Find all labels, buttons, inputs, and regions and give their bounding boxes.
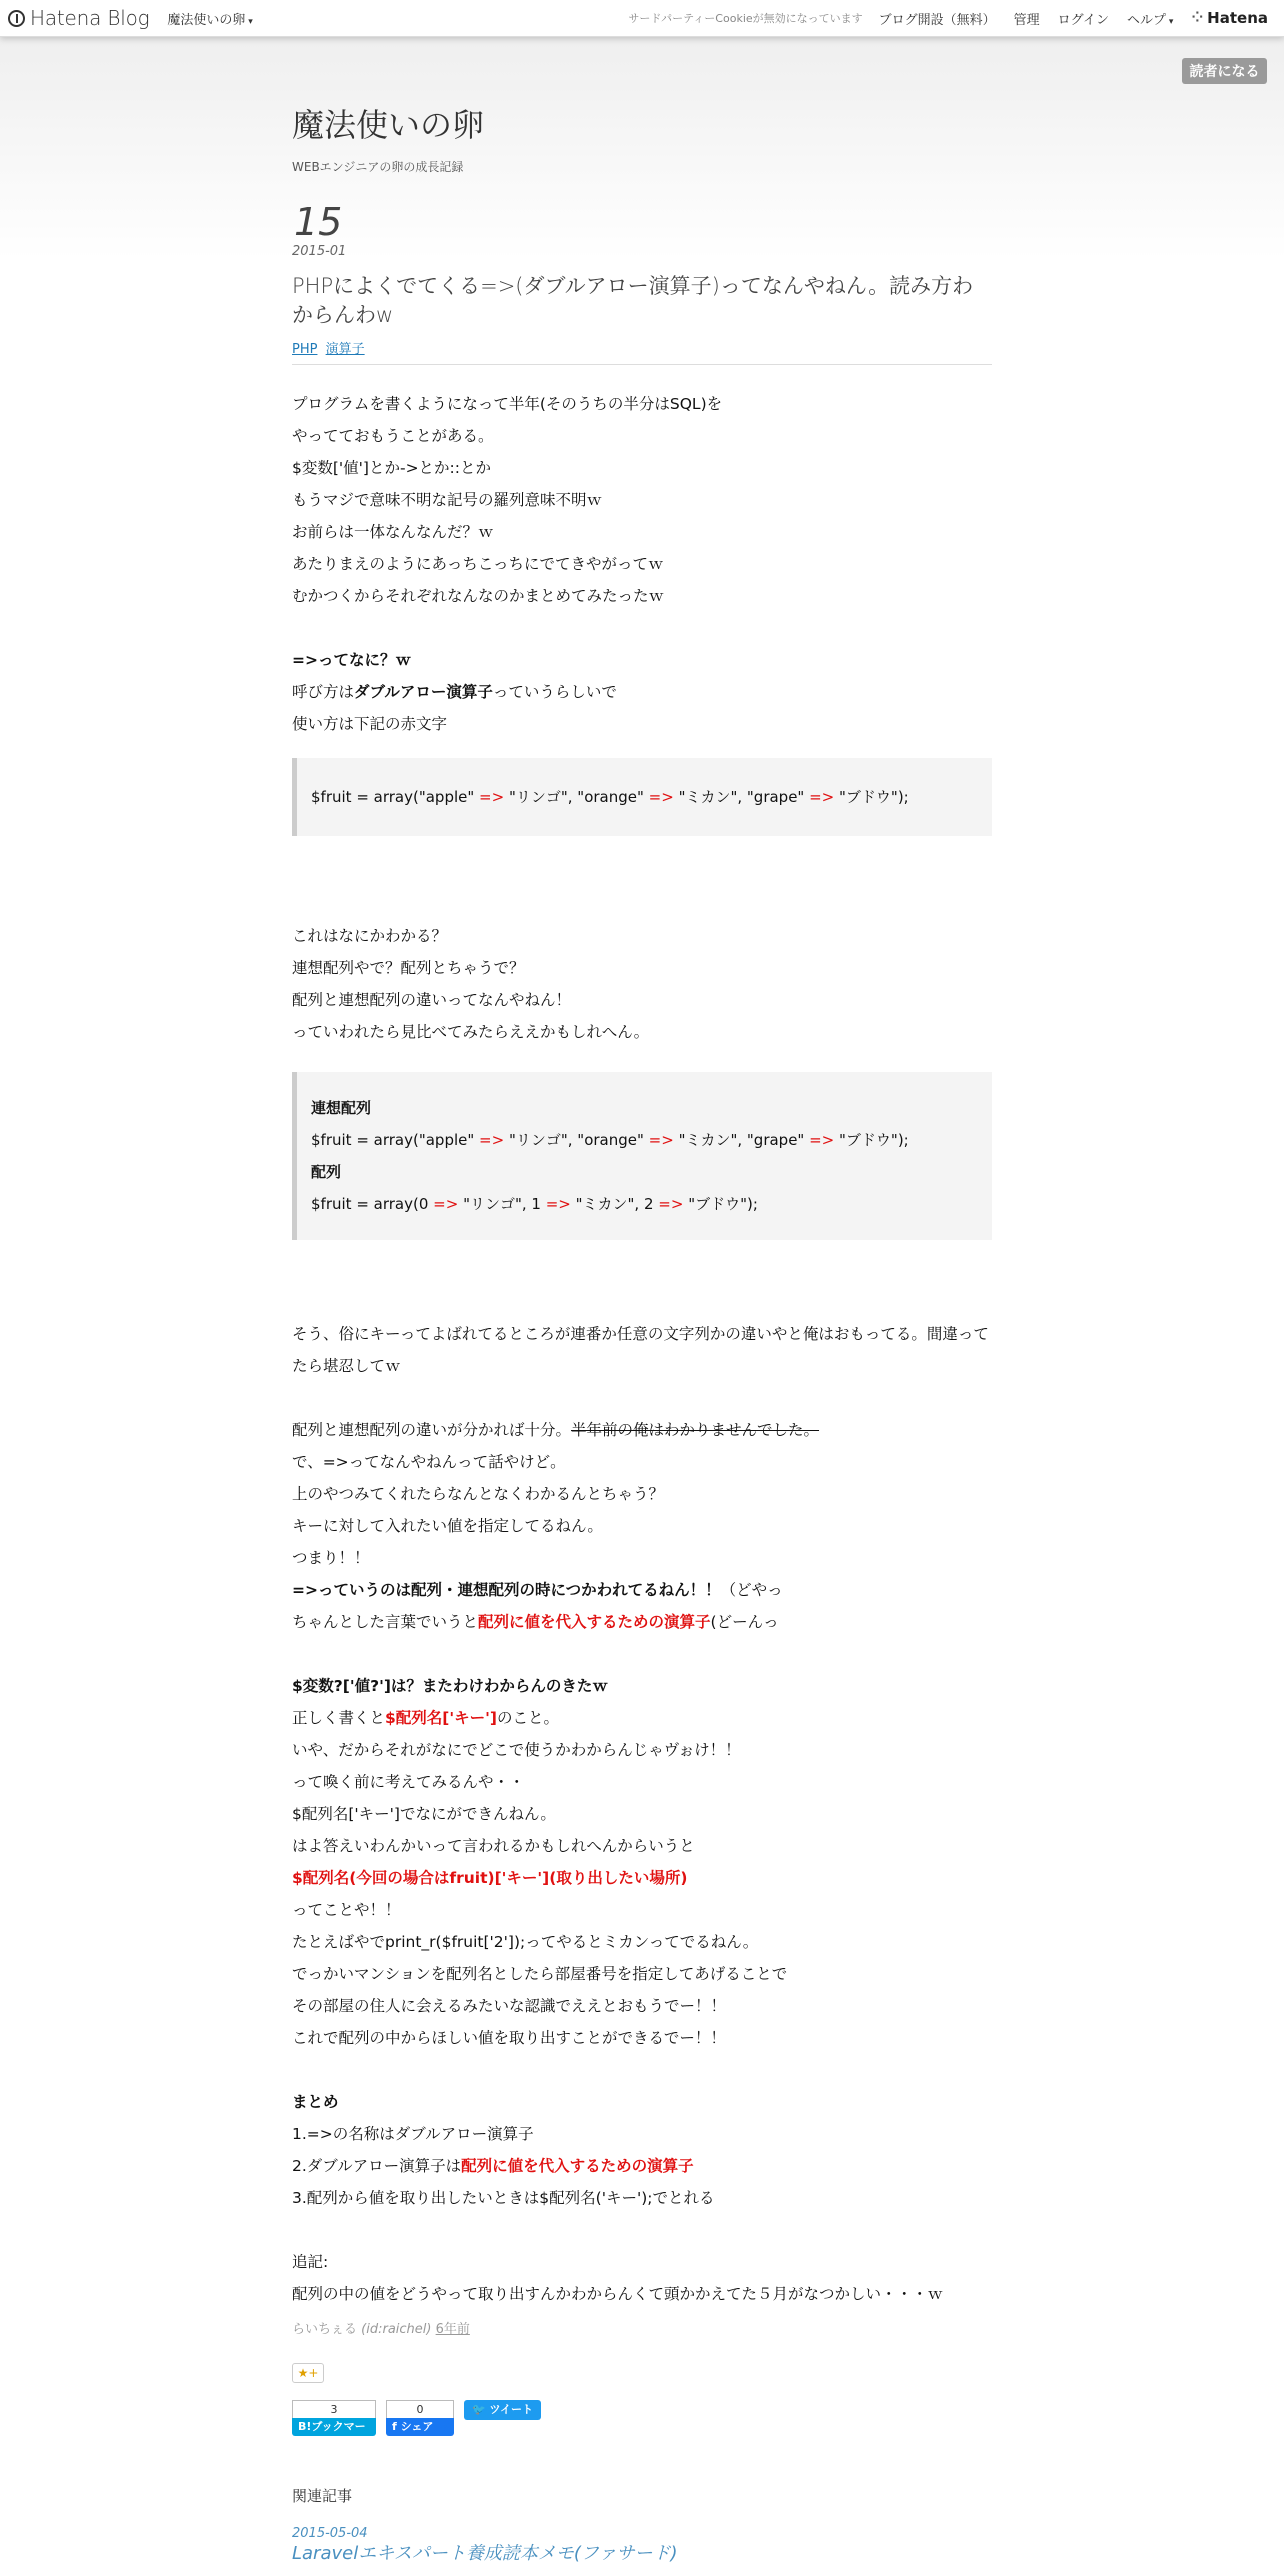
bookmark-count: 3 <box>292 2400 376 2418</box>
hatena-brand-link[interactable] <box>1191 9 1268 27</box>
entry-date-day[interactable]: 15 <box>294 200 343 244</box>
body-line: でっかいマンションを配列名としたら部屋番号を指定してあげることで <box>292 1965 788 1983</box>
code-line: $fruit = array("apple" => "リンゴ", "orange" => "ミカン", "grape" => "ブドウ"); <box>311 788 909 806</box>
header-right <box>628 0 1284 36</box>
blog-header <box>292 100 992 175</box>
body-line: これはなにかわかる？ <box>292 927 448 945</box>
code-heading-array: 配列 <box>311 1163 342 1181</box>
hatena-dots-icon: ⁘ <box>1191 10 1204 26</box>
body-line-highlight: $配列名(今回の場合はfruit)['キー'](取り出したい場所) <box>292 1869 688 1887</box>
body-line: つまり！！ <box>292 1549 370 1567</box>
title-divider <box>292 364 992 365</box>
blog-switch-menu[interactable]: 魔法使いの卵 ▾ <box>167 9 252 28</box>
blog-title[interactable]: 魔法使いの卵 <box>292 106 485 144</box>
logo-text: Hatena Blog <box>30 6 150 30</box>
body-line: 上のやつみてくれたらなんとなくわかるんとちゃう？ <box>292 1485 665 1503</box>
body-line: 3.配列から値を取り出したいときは$配列名('キー');でとれる <box>292 2189 715 2207</box>
body-line: これで配列の中からほしい値を取り出すことができるでー！！ <box>292 2029 726 2047</box>
tweet-label: ツイート <box>489 2403 533 2416</box>
author-name[interactable]: らいちぇる <box>292 2322 358 2337</box>
login-link[interactable]: ログイン <box>1057 12 1110 28</box>
body-line: やってておもうことがある。 <box>292 427 494 445</box>
related-entries-heading: 関連記事 <box>292 2487 353 2505</box>
body-line: いや、だからそれがなにでどこで使うかわからんじゃヴぉけ！！ <box>292 1741 741 1759</box>
body-line: で、=>ってなんやねんって話やけど。 <box>292 1453 566 1471</box>
body-line: ちゃんとした言葉でいうと配列に値を代入するための演算子(どーんっ <box>292 1613 779 1631</box>
category-php[interactable]: PHP <box>292 342 318 357</box>
open-blog-link[interactable]: ブログ開設（無料） <box>878 12 996 28</box>
body-line: お前らは一体なんなんだ？ｗ <box>292 523 494 541</box>
add-star-button[interactable]: ★+ <box>292 2363 324 2383</box>
code-block-compare <box>292 1072 992 1240</box>
bookmark-button[interactable]: B!ブックマーク <box>292 2418 376 2436</box>
body-line: キーに対して入れたい値を指定してるねん。 <box>292 1517 603 1535</box>
body-line: その部屋の住人に会えるみたいな認識でええとおもうでー！！ <box>292 1997 727 2015</box>
body-line: プログラムを書くようになって半年(そのうちの半分はSQL)を <box>292 395 723 413</box>
entry-date-year-month[interactable]: 2015-01 <box>292 244 347 259</box>
body-line: $配列名['キー']でなにができんねん。 <box>292 1805 556 1823</box>
body-line: 配列と連想配列の違いってなんやねん！ <box>292 991 572 1009</box>
facebook-count: 0 <box>386 2400 454 2418</box>
body-line: あたりまえのようにあっちこっちにでてきやがってｗ <box>292 555 664 573</box>
admin-link[interactable]: 管理 <box>1013 12 1040 28</box>
related-entry-title[interactable]: Laravelエキスパート養成読本メモ(ファサード) <box>292 2543 678 2564</box>
code-line: $fruit = array(0 => "リンゴ", 1 => "ミカン", 2 => "ブドウ"); <box>311 1195 758 1213</box>
body-line: むかつくからそれぞれなんなのかまとめてみたったｗ <box>292 587 665 605</box>
entry-body <box>292 388 992 2566</box>
body-line: 配列の中の値をどうやって取り出すんかわからんくて頭かかえてた５月がなつかしい・・・ｗ <box>292 2285 944 2303</box>
blog-description: WEBエンジニアの卵の成長記録 <box>292 160 464 174</box>
section-heading-arrow: =>ってなに？ｗ <box>292 651 411 669</box>
global-header <box>0 0 1284 37</box>
hatena-logo-icon <box>8 10 25 27</box>
author-id[interactable]: (id:raichel) <box>361 2322 432 2337</box>
entry-title[interactable]: PHPによくでてくる=>(ダブルアロー演算子)ってなんやねん。読み方わからんわw <box>292 274 974 327</box>
cookie-notice: サードパーティーCookieが無効になっています <box>628 12 863 25</box>
hatena-brand-text: Hatena <box>1207 9 1268 27</box>
body-line: ってことや！！ <box>292 1901 401 1919</box>
body-line: $変数['値']とか->とか::とか <box>292 459 492 477</box>
hatena-blog-logo[interactable] <box>8 6 149 30</box>
body-line: そう、俗にキーってよばれてるところが連番か任意の文字列かの違いやと俺はおもってる。間違ってたら堪忍してｗ <box>292 1325 989 1375</box>
entry-categories <box>292 338 369 357</box>
body-line: 正しく書くと$配列名['キー']のこと。 <box>292 1709 559 1727</box>
twitter-bird-icon: 🐦 <box>472 2403 490 2416</box>
related-entry-date[interactable]: 2015-05-04 <box>292 2526 368 2541</box>
body-line: はよ答えいわんかいって言われるかもしれへんからいうと <box>292 1837 695 1855</box>
body-line: 呼び方はダブルアロー演算子っていうらしいで <box>292 683 617 701</box>
postscript-heading: 追記: <box>292 2253 329 2271</box>
entry-meta <box>292 2314 992 2346</box>
body-line: もうマジで意味不明な記号の羅列意味不明ｗ <box>292 491 603 509</box>
code-line: $fruit = array("apple" => "リンゴ", "orange" => "ミカン", "grape" => "ブドウ"); <box>311 1131 909 1149</box>
body-line: 2.ダブルアロー演算子は配列に値を代入するための演算子 <box>292 2157 694 2175</box>
section-heading-variable: $変数?['値?']は？またわけわからんのきたｗ <box>292 1677 608 1695</box>
facebook-share[interactable] <box>386 2400 454 2436</box>
hatena-bookmark-share[interactable] <box>292 2400 376 2451</box>
facebook-share-button[interactable]: f シェア <box>386 2418 454 2436</box>
body-line: =>っていうのは配列・連想配列の時につかわれてるねん！！（どやっ <box>292 1581 783 1599</box>
body-line: っていわれたら見比べてみたらええかもしれへん。 <box>292 1023 650 1041</box>
tweet-button[interactable] <box>464 2400 541 2420</box>
subscribe-button[interactable]: 読者になる <box>1182 58 1267 84</box>
category-operator[interactable]: 演算子 <box>325 342 365 357</box>
body-line: たとえばやでprint_r($fruit['2']);ってやるとミカンってでるねん。 <box>292 1933 759 1951</box>
body-line: 連想配列やで？配列とちゃうで？ <box>292 959 525 977</box>
body-line: って喚く前に考えてみるんや・・ <box>292 1773 525 1791</box>
body-line: 1.=>の名称はダブルアロー演算子 <box>292 2125 534 2143</box>
share-buttons <box>292 2400 992 2451</box>
section-heading-summary: まとめ <box>292 2093 339 2111</box>
help-menu[interactable]: ヘルプ ▾ <box>1127 9 1173 28</box>
code-heading-assoc: 連想配列 <box>311 1099 372 1117</box>
body-line: 使い方は下記の赤文字 <box>292 715 448 733</box>
body-line: 配列と連想配列の違いが分かれば十分。半年前の俺はわかりませんでした。 <box>292 1421 820 1439</box>
entry-time-ago[interactable]: 6年前 <box>435 2322 470 2337</box>
code-block-assoc <box>292 758 992 836</box>
